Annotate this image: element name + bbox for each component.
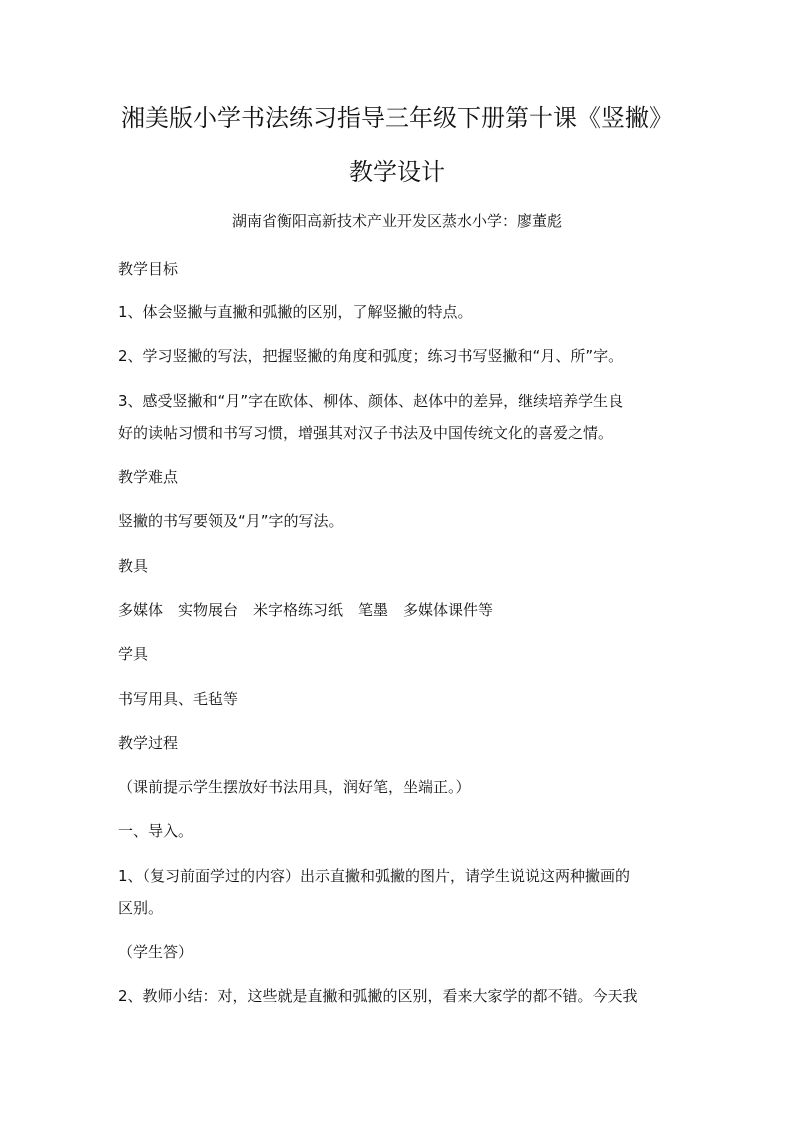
goal-item-1: 1、体会竖撇与直撇和弧撇的区别，了解竖撇的特点。 [118, 303, 473, 321]
goal-item-2: 2、学习竖撇的写法，把握竖撇的角度和弧度；练习书写竖撇和“月、所”字。 [118, 347, 624, 365]
process-heading: 教学过程 [118, 734, 179, 752]
goals-heading: 教学目标 [118, 260, 179, 278]
process-step-1-line-1: 1、（复习前面学过的内容）出示直撇和弧撇的图片，请学生说说这两种撇画的 [118, 867, 631, 885]
process-section-1: 一、导入。 [118, 822, 194, 840]
document-title-line-1: 湘美版小学书法练习指导三年级下册第十课《竖撇》 [121, 104, 673, 132]
process-note: （课前提示学生摆放好书法用具，润好笔，坐端正。） [118, 778, 471, 796]
goal-item-3-line-1: 3、感受竖撇和“月”字在欧体、柳体、颜体、赵体中的差异，继续培养学生良 [118, 392, 624, 410]
process-step-1-line-2: 区别。 [118, 899, 164, 917]
goal-item-3-line-2: 好的读帖习惯和书写习惯，增强其对汉子书法及中国传统文化的喜爱之情。 [118, 424, 614, 442]
process-step-2-line-1: 2、教师小结：对，这些就是直撇和弧撇的区别，看来大家学的都不错。今天我 [118, 987, 638, 1005]
teaching-tools-text: 多媒体 实物展台 米字格练习纸 笔墨 多媒体课件等 [118, 601, 494, 619]
difficulty-heading: 教学难点 [118, 468, 179, 486]
student-answer: （学生答） [118, 943, 194, 961]
learning-tools-heading: 学具 [118, 645, 149, 663]
teaching-tools-heading: 教具 [118, 557, 149, 575]
learning-tools-text: 书写用具、毛毡等 [118, 690, 239, 708]
author-line: 湖南省衡阳高新技术产业开发区蒸水小学：廖董彪 [231, 212, 562, 230]
document-title-line-2: 教学设计 [349, 158, 445, 186]
difficulty-text: 竖撇的书写要领及“月”字的写法。 [118, 512, 344, 530]
